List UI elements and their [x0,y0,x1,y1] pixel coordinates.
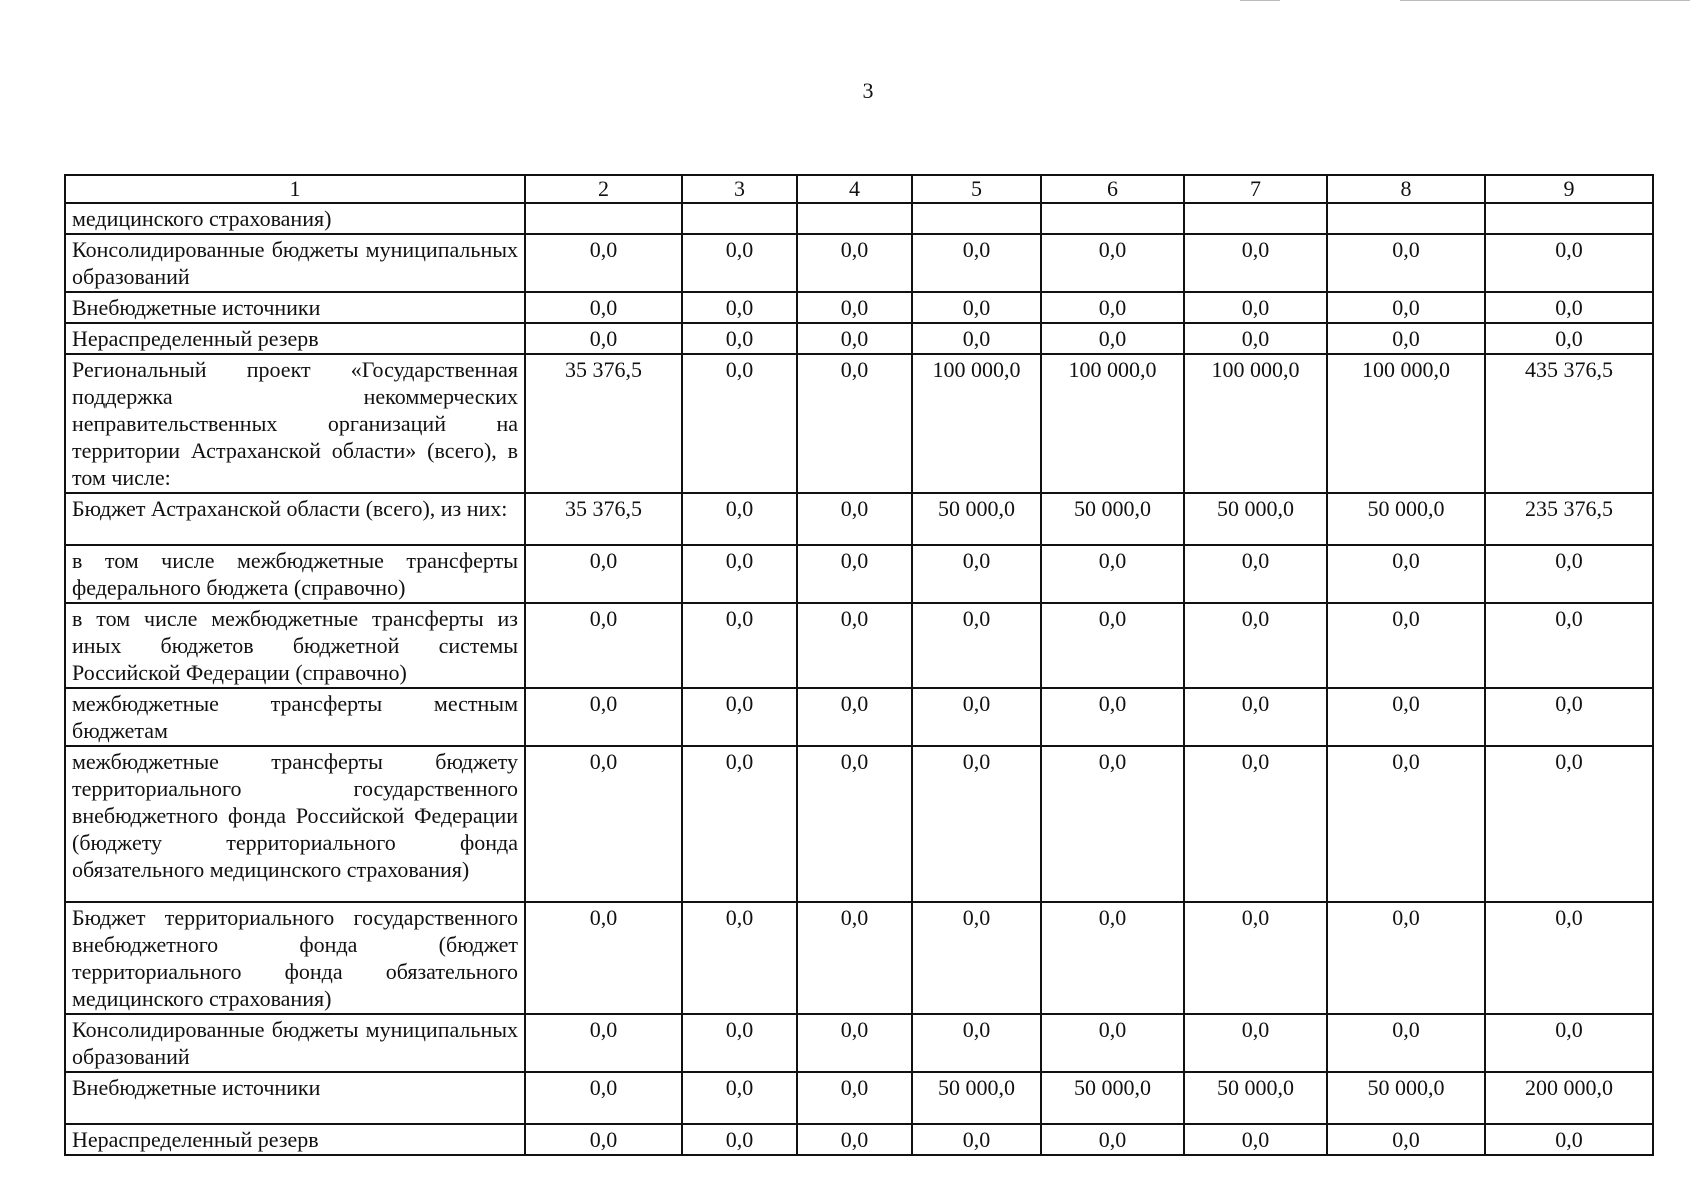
scan-artifact [1400,0,1690,1]
value-cell: 0,0 [682,746,797,902]
row-label: медицинского страхования) [65,203,525,234]
row-label: Консолидированные бюджеты муниципальных образований [65,1014,525,1072]
value-cell: 0,0 [525,603,682,688]
value-cell: 0,0 [525,234,682,292]
value-cell: 0,0 [1485,1014,1653,1072]
value-cell: 0,0 [912,902,1041,1014]
value-cell: 0,0 [682,354,797,493]
value-cell: 0,0 [1327,603,1485,688]
budget-table [64,174,1654,1156]
value-cell: 0,0 [682,603,797,688]
row-label: Нераспределенный резерв [65,1124,525,1155]
row-label: Бюджет территориального государственного внебюджетного фонда (бюджет территориального фонда обязательного медицинского страхования) [65,902,525,1014]
row-label: Внебюджетные источники [65,292,525,323]
value-cell: 50 000,0 [1184,493,1327,545]
value-cell: 0,0 [797,688,912,746]
row-label: в том числе межбюджетные трансферты федерального бюджета (справочно) [65,545,525,603]
value-cell: 0,0 [525,1124,682,1155]
value-cell [1041,203,1184,234]
value-cell: 435 376,5 [1485,354,1653,493]
value-cell: 0,0 [797,1124,912,1155]
value-cell: 0,0 [1485,234,1653,292]
value-cell: 0,0 [1184,545,1327,603]
row-label: Нераспределенный резерв [65,323,525,354]
column-header: 2 [525,175,682,203]
column-header: 8 [1327,175,1485,203]
value-cell: 50 000,0 [1327,493,1485,545]
value-cell: 100 000,0 [912,354,1041,493]
value-cell: 0,0 [912,323,1041,354]
value-cell: 0,0 [1184,234,1327,292]
value-cell [1485,203,1653,234]
value-cell: 0,0 [912,688,1041,746]
column-header: 1 [65,175,525,203]
value-cell: 0,0 [525,688,682,746]
value-cell: 0,0 [525,1014,682,1072]
value-cell: 0,0 [682,688,797,746]
table-row [65,1072,1653,1124]
value-cell: 0,0 [1327,688,1485,746]
value-cell: 0,0 [1327,234,1485,292]
table-row [65,1124,1653,1155]
value-cell: 0,0 [682,292,797,323]
table-row [65,292,1653,323]
value-cell: 0,0 [797,746,912,902]
table-row [65,1014,1653,1072]
value-cell: 0,0 [1041,902,1184,1014]
value-cell: 235 376,5 [1485,493,1653,545]
value-cell: 0,0 [797,902,912,1014]
value-cell: 0,0 [525,746,682,902]
value-cell: 0,0 [1327,545,1485,603]
value-cell: 0,0 [1041,1124,1184,1155]
column-header: 7 [1184,175,1327,203]
row-label: Региональный проект «Государственная поддержка некоммерческих неправительственных организаций на территории Астраханской области» (всего), в том числе: [65,354,525,493]
value-cell: 0,0 [797,323,912,354]
value-cell: 0,0 [682,902,797,1014]
table-row [65,323,1653,354]
value-cell: 0,0 [1041,323,1184,354]
value-cell: 0,0 [1485,688,1653,746]
row-label: в том числе межбюджетные трансферты из иных бюджетов бюджетной системы Российской Федерации (справочно) [65,603,525,688]
table-header-row [65,175,1653,203]
value-cell: 0,0 [1184,688,1327,746]
value-cell: 0,0 [1041,603,1184,688]
value-cell: 0,0 [797,1014,912,1072]
value-cell: 0,0 [797,292,912,323]
budget-table-container [64,174,1652,1156]
value-cell: 0,0 [1041,688,1184,746]
value-cell: 0,0 [525,323,682,354]
value-cell: 0,0 [1327,1014,1485,1072]
row-label: межбюджетные трансферты местным бюджетам [65,688,525,746]
value-cell: 0,0 [1184,746,1327,902]
value-cell [1327,203,1485,234]
value-cell: 0,0 [1041,1014,1184,1072]
value-cell: 0,0 [912,746,1041,902]
value-cell: 0,0 [1041,292,1184,323]
value-cell: 35 376,5 [525,493,682,545]
value-cell: 0,0 [682,1072,797,1124]
value-cell: 0,0 [912,1014,1041,1072]
value-cell: 0,0 [525,545,682,603]
value-cell [797,203,912,234]
value-cell: 0,0 [1327,746,1485,902]
value-cell: 0,0 [1327,323,1485,354]
column-header: 3 [682,175,797,203]
value-cell: 0,0 [912,292,1041,323]
table-row [65,746,1653,902]
value-cell: 0,0 [1327,292,1485,323]
value-cell: 50 000,0 [912,1072,1041,1124]
value-cell: 0,0 [1327,902,1485,1014]
value-cell: 50 000,0 [1184,1072,1327,1124]
value-cell: 50 000,0 [1041,493,1184,545]
value-cell: 0,0 [1485,292,1653,323]
column-header: 5 [912,175,1041,203]
value-cell: 0,0 [1485,545,1653,603]
value-cell: 0,0 [912,603,1041,688]
value-cell: 0,0 [682,323,797,354]
column-header: 6 [1041,175,1184,203]
value-cell: 100 000,0 [1327,354,1485,493]
row-label: Консолидированные бюджеты муниципальных образований [65,234,525,292]
value-cell: 0,0 [682,493,797,545]
value-cell [525,203,682,234]
table-row [65,603,1653,688]
value-cell: 0,0 [1041,746,1184,902]
value-cell: 0,0 [682,1124,797,1155]
row-label: межбюджетные трансферты бюджету территориального государственного внебюджетного фонда Российской Федерации (бюджету территориального фонда обязательного медицинского страхования) [65,746,525,902]
value-cell: 0,0 [797,234,912,292]
value-cell: 0,0 [1184,603,1327,688]
value-cell: 0,0 [1184,902,1327,1014]
column-header: 9 [1485,175,1653,203]
value-cell: 50 000,0 [912,493,1041,545]
value-cell: 0,0 [1041,545,1184,603]
scan-artifact [1240,0,1280,1]
value-cell: 100 000,0 [1041,354,1184,493]
table-row [65,234,1653,292]
value-cell: 0,0 [797,493,912,545]
value-cell: 0,0 [1184,323,1327,354]
row-label: Бюджет Астраханской области (всего), из них: [65,493,525,545]
value-cell: 50 000,0 [1041,1072,1184,1124]
table-row [65,354,1653,493]
value-cell: 50 000,0 [1327,1072,1485,1124]
value-cell: 0,0 [797,545,912,603]
value-cell: 35 376,5 [525,354,682,493]
value-cell: 0,0 [525,902,682,1014]
value-cell: 0,0 [525,1072,682,1124]
table-row [65,902,1653,1014]
value-cell: 0,0 [1184,292,1327,323]
value-cell: 0,0 [1184,1014,1327,1072]
value-cell: 0,0 [1485,1124,1653,1155]
value-cell [682,203,797,234]
value-cell: 0,0 [1184,1124,1327,1155]
value-cell: 0,0 [682,1014,797,1072]
page-number: 3 [862,78,874,103]
value-cell: 0,0 [682,545,797,603]
value-cell: 0,0 [1327,1124,1485,1155]
value-cell: 0,0 [912,1124,1041,1155]
value-cell: 200 000,0 [1485,1072,1653,1124]
value-cell: 0,0 [1485,323,1653,354]
value-cell: 0,0 [1485,603,1653,688]
value-cell: 0,0 [797,1072,912,1124]
value-cell [1184,203,1327,234]
table-row [65,493,1653,545]
value-cell: 0,0 [912,545,1041,603]
value-cell: 0,0 [1485,746,1653,902]
value-cell: 0,0 [1041,234,1184,292]
value-cell: 100 000,0 [1184,354,1327,493]
column-header: 4 [797,175,912,203]
value-cell: 0,0 [1485,902,1653,1014]
value-cell: 0,0 [912,234,1041,292]
value-cell: 0,0 [682,234,797,292]
value-cell: 0,0 [525,292,682,323]
value-cell: 0,0 [797,354,912,493]
row-label: Внебюджетные источники [65,1072,525,1124]
table-row [65,545,1653,603]
value-cell: 0,0 [797,603,912,688]
table-row [65,203,1653,234]
value-cell [912,203,1041,234]
table-row [65,688,1653,746]
